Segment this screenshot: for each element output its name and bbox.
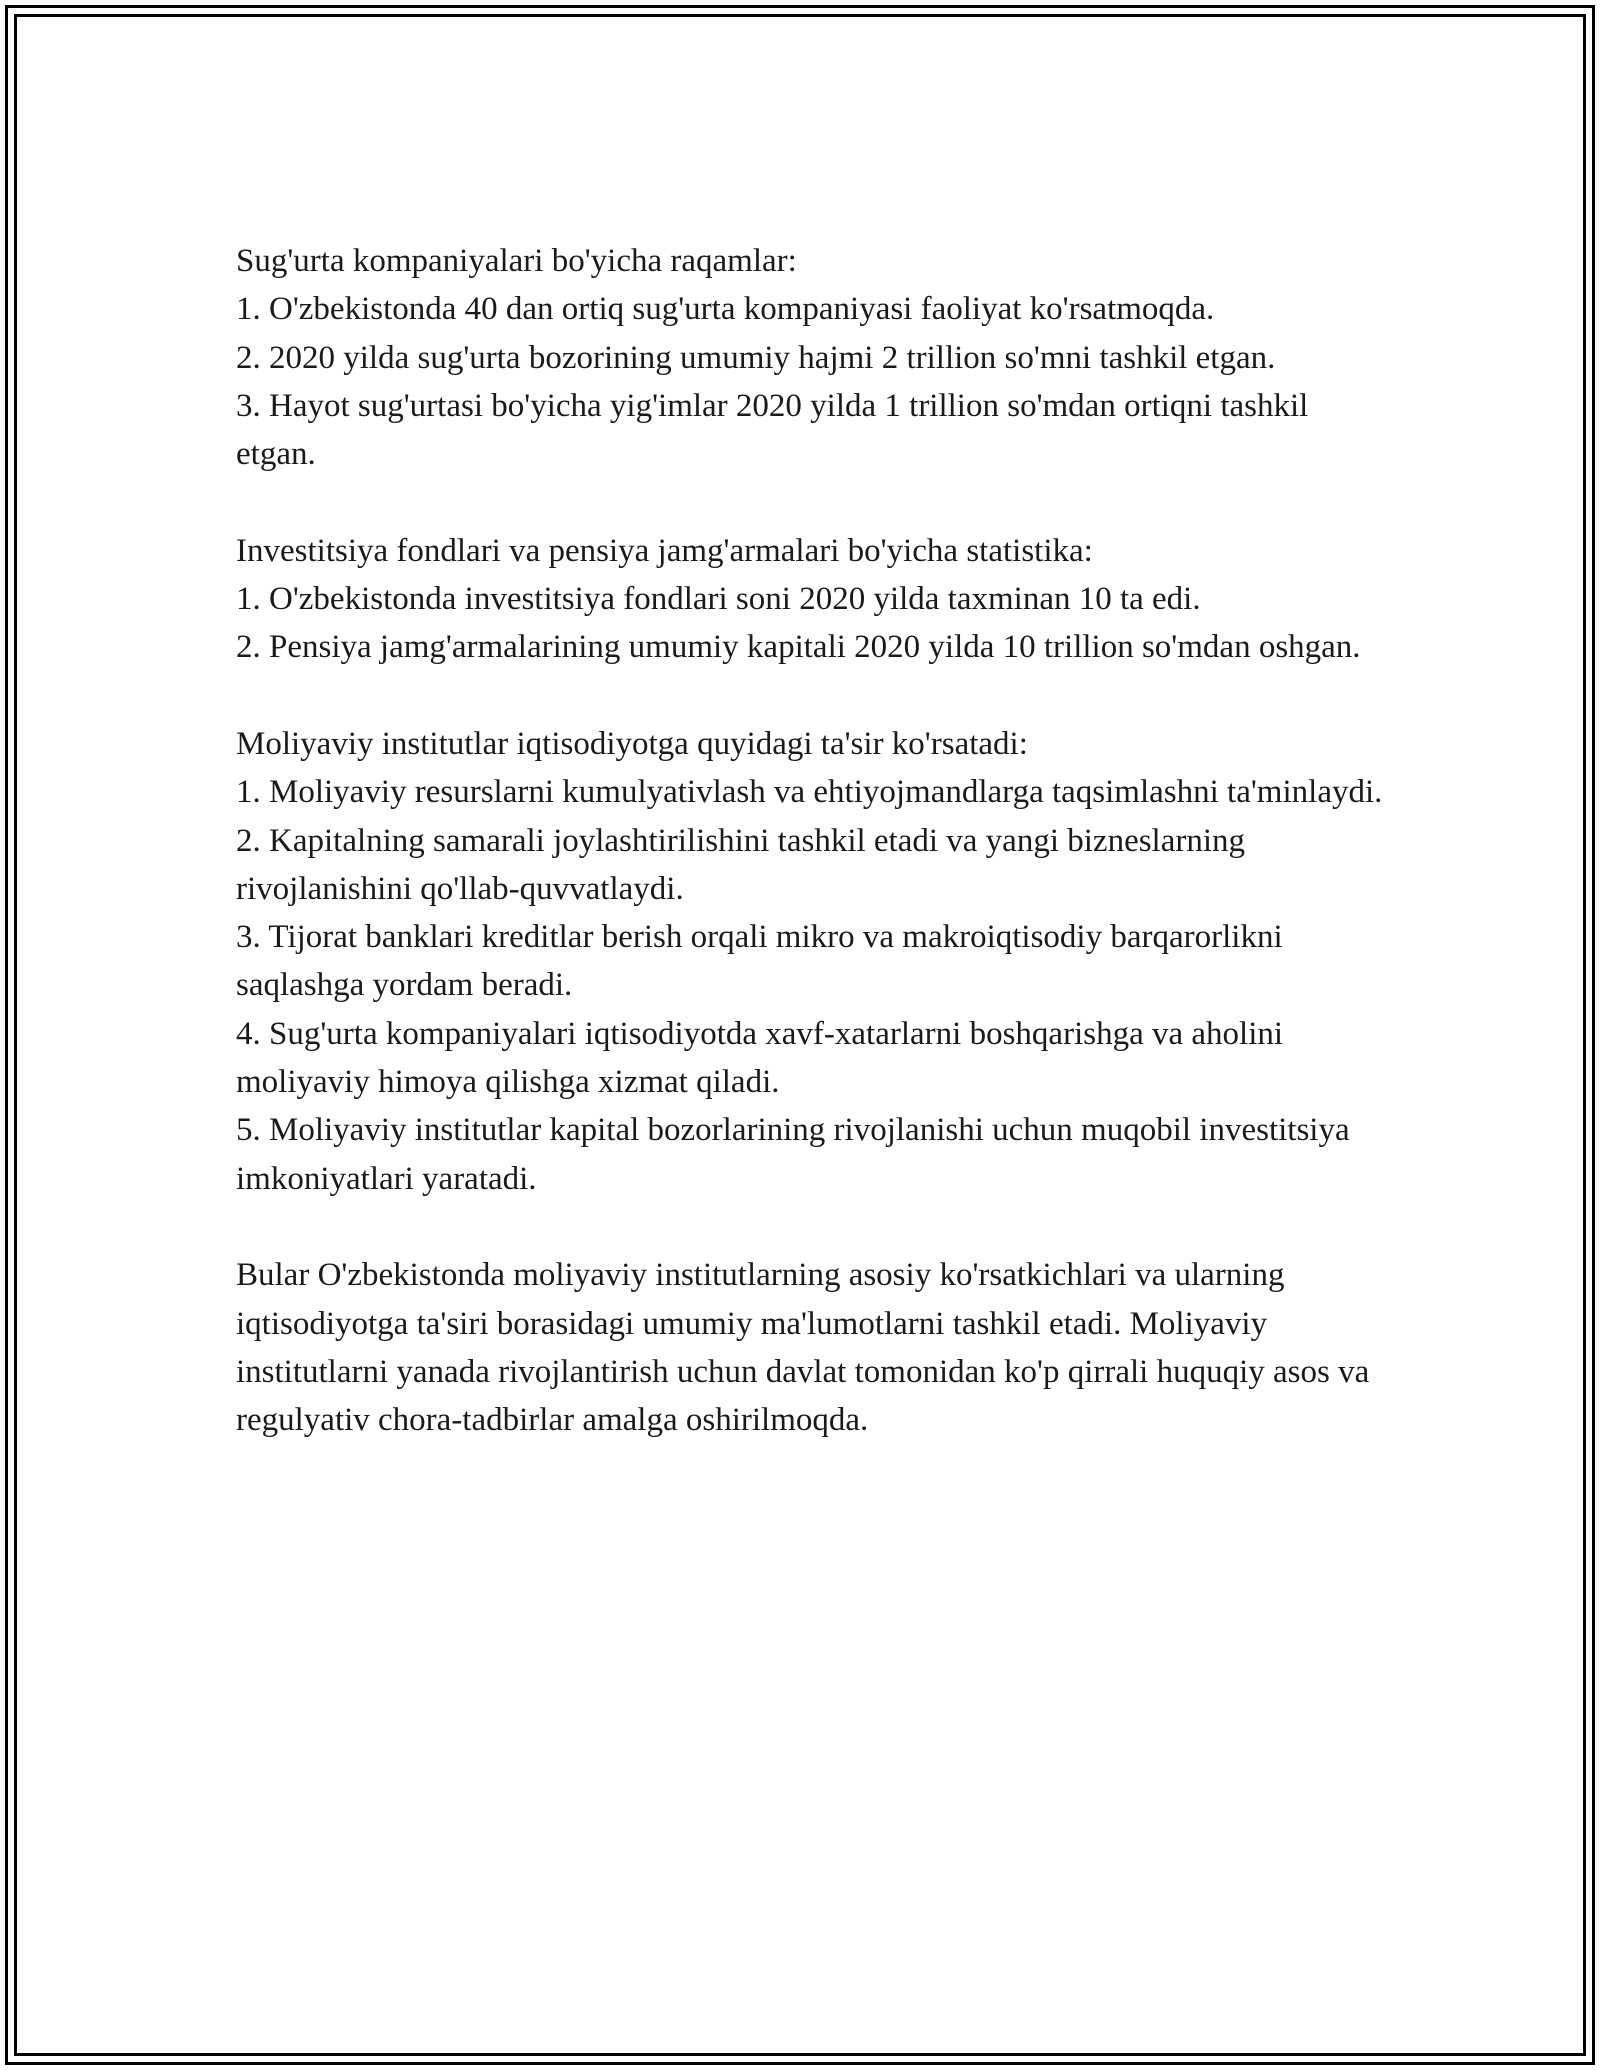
- section-heading: Moliyaviy institutlar iqtisodiyotga quyidagi ta'sir ko'rsatadi:: [236, 725, 1028, 762]
- section-economic-impact: [236, 720, 1386, 1203]
- document-body: [236, 237, 1386, 1493]
- conclusion-paragraph: Bular O'zbekistonda moliyaviy institutlarning asosiy ko'rsatkichlari va ularning iqtisodiyotga ta'siri borasidagi umumiy ma'lumotlarni tashkil etadi. Moliyaviy institutlarni yanada rivojlantirish uchun davlat tomonidan ko'p qirrali huquqiy asos va regulyativ chora-tadbirlar amalga oshirilmoqda.: [236, 1257, 1370, 1439]
- list-item: 1. Moliyaviy resurslarni kumulyativlash va ehtiyojmandlarga taqsimlashni ta'minlaydi.: [236, 774, 1383, 811]
- list-item: 2. Pensiya jamg'armalarining umumiy kapitali 2020 yilda 10 trillion so'mdan oshgan.: [236, 629, 1361, 666]
- section-insurance: [236, 237, 1386, 478]
- list-item: 2. Kapitalning samarali joylashtirilishini tashkil etadi va yangi bizneslarning rivojlanishini qo'llab-quvvatlaydi.: [236, 822, 1246, 907]
- section-heading: Investitsiya fondlari va pensiya jamg'armalari bo'yicha statistika:: [236, 532, 1093, 569]
- list-item: 1. O'zbekistonda 40 dan ortiq sug'urta kompaniyasi faoliyat ko'rsatmoqda.: [236, 291, 1215, 328]
- list-item: 3. Hayot sug'urtasi bo'yicha yig'imlar 2020 yilda 1 trillion so'mdan ortiqni tashkil etgan.: [236, 387, 1309, 473]
- section-investment-funds: [236, 527, 1386, 672]
- list-item: 2. 2020 yilda sug'urta bozorining umumiy hajmi 2 trillion so'mni tashkil etgan.: [236, 339, 1276, 376]
- list-item: 1. O'zbekistonda investitsiya fondlari soni 2020 yilda taxminan 10 ta edi.: [236, 581, 1201, 618]
- section-heading: Sug'urta kompaniyalari bo'yicha raqamlar:: [236, 243, 797, 279]
- list-item: 5. Moliyaviy institutlar kapital bozorlarining rivojlanishi uchun muqobil investitsiya imkoniyatlari yaratadi.: [236, 1112, 1350, 1197]
- list-item: 3. Tijorat banklari kreditlar berish orqali mikro va makroiqtisodiy barqarorlikni saqlashga yordam beradi.: [236, 919, 1283, 1004]
- section-conclusion: [236, 1251, 1386, 1444]
- list-item: 4. Sug'urta kompaniyalari iqtisodiyotda xavf-xatarlarni boshqarishga va aholini moliyaviy himoya qilishga xizmat qiladi.: [236, 1015, 1284, 1101]
